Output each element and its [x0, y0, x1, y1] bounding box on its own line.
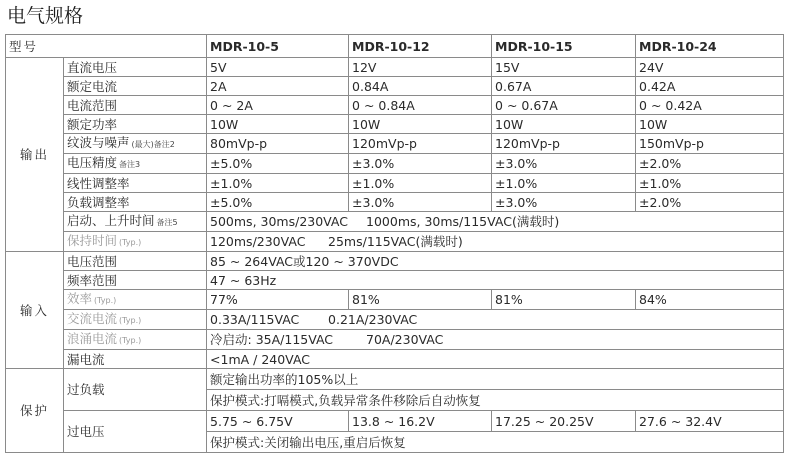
rated-power-row [6, 115, 784, 134]
efficiency-row [6, 290, 784, 310]
load-regulation-row [6, 193, 784, 212]
spec-value-part: 冷启动: 35A/115VAC [210, 332, 334, 347]
param-label: 负载调整率 [64, 193, 207, 212]
spec-value: ±5.0% [207, 154, 349, 174]
param-label: 线性调整率 [64, 174, 207, 193]
spec-value: ±3.0% [349, 193, 492, 212]
spec-value-part: 1000ms, 30ms/115VAC(满载时) [366, 214, 560, 229]
spec-value: 27.6 ~ 32.4V [636, 411, 784, 432]
spec-value: ±1.0% [636, 174, 784, 193]
spec-value [207, 212, 784, 232]
spec-table [5, 34, 784, 453]
param-note: (最大)备注2 [131, 140, 175, 149]
setup-rise-row [6, 212, 784, 232]
spec-value: 10W [349, 115, 492, 134]
spec-value-part: 25ms/115VAC(满载时) [328, 234, 463, 249]
param-label: 电流范围 [64, 96, 207, 115]
param-note: (Typ.) [119, 316, 142, 325]
spec-value: 0 ~ 0.67A [492, 96, 636, 115]
spec-value: 13.8 ~ 16.2V [349, 411, 492, 432]
param-label [64, 212, 207, 232]
param-label: 额定电流 [64, 77, 207, 96]
spec-value: ±3.0% [492, 193, 636, 212]
spec-value: 77% [207, 290, 349, 310]
input-section-label: 输入 [6, 252, 64, 369]
spec-value: ±1.0% [207, 174, 349, 193]
spec-value: <1mA / 240VAC [207, 350, 784, 369]
spec-value: ±3.0% [492, 154, 636, 174]
model-name: MDR-10-12 [349, 35, 492, 58]
spec-value-part: 120ms/230VAC [210, 234, 306, 249]
hold-up-row [6, 232, 784, 252]
spec-value: 120mVp-p [349, 134, 492, 154]
param-label-text: 效率 [67, 291, 93, 306]
param-note: (Typ.) [119, 238, 142, 247]
spec-value: 额定输出功率的105%以上 [207, 369, 784, 390]
page-title: 电气规格 [7, 5, 84, 27]
spec-value: 12V [349, 58, 492, 77]
param-note: 备注3 [119, 160, 141, 169]
spec-value [207, 330, 784, 350]
spec-value: ±2.0% [636, 193, 784, 212]
param-label [64, 330, 207, 350]
spec-value: 47 ~ 63Hz [207, 271, 784, 290]
param-label-text: 交流电流 [67, 311, 118, 326]
param-label-text: 电压精度 [67, 155, 118, 170]
rated-current-row [6, 77, 784, 96]
spec-value: 150mVp-p [636, 134, 784, 154]
param-label: 频率范围 [64, 271, 207, 290]
param-label-text: 启动、上升时间 [67, 213, 155, 228]
model-name: MDR-10-15 [492, 35, 636, 58]
spec-value: 0.42A [636, 77, 784, 96]
leakage-current-row [6, 350, 784, 369]
param-label: 额定功率 [64, 115, 207, 134]
output-section-label: 输出 [6, 58, 64, 252]
inrush-current-row [6, 330, 784, 350]
param-label [64, 310, 207, 330]
spec-value: 80mVp-p [207, 134, 349, 154]
param-note: 备注5 [156, 218, 178, 227]
current-range-row [6, 96, 784, 115]
frequency-range-row [6, 271, 784, 290]
param-label-text: 保持时间 [67, 233, 118, 248]
param-label: 漏电流 [64, 350, 207, 369]
spec-value-part: 500ms, 30ms/230VAC [210, 214, 348, 229]
spec-value: 15V [492, 58, 636, 77]
param-label-text: 纹波与噪声 [67, 135, 130, 150]
overvoltage-row [6, 411, 784, 432]
spec-value [207, 232, 784, 252]
param-label [64, 232, 207, 252]
spec-value [207, 310, 784, 330]
spec-value: 17.25 ~ 20.25V [492, 411, 636, 432]
protection-section-label: 保护 [6, 369, 64, 453]
input-voltage-range-row [6, 252, 784, 271]
param-label: 过负载 [64, 369, 207, 411]
spec-value: 10W [636, 115, 784, 134]
param-label [64, 154, 207, 174]
spec-value: 84% [636, 290, 784, 310]
spec-value: ±1.0% [492, 174, 636, 193]
spec-value: 0 ~ 2A [207, 96, 349, 115]
spec-value: 10W [492, 115, 636, 134]
param-label [64, 290, 207, 310]
dc-voltage-row [6, 58, 784, 77]
voltage-tolerance-row [6, 154, 784, 174]
spec-value: 2A [207, 77, 349, 96]
model-header-row [6, 35, 784, 58]
param-label: 直流电压 [64, 58, 207, 77]
spec-value: 24V [636, 58, 784, 77]
spec-value-part: 0.33A/115VAC [210, 312, 300, 327]
spec-value: ±2.0% [636, 154, 784, 174]
spec-value: 0 ~ 0.84A [349, 96, 492, 115]
spec-value: ±1.0% [349, 174, 492, 193]
ac-current-row [6, 310, 784, 330]
model-name: MDR-10-5 [207, 35, 349, 58]
model-name: MDR-10-24 [636, 35, 784, 58]
param-label: 电压范围 [64, 252, 207, 271]
spec-value: ±5.0% [207, 193, 349, 212]
spec-value: 保护模式:关闭输出电压,重启后恢复 [207, 432, 784, 453]
param-label [64, 134, 207, 154]
overload-row [6, 369, 784, 390]
spec-value: 120mVp-p [492, 134, 636, 154]
spec-value: ±3.0% [349, 154, 492, 174]
param-label: 过电压 [64, 411, 207, 453]
model-label: 型号 [6, 35, 207, 58]
line-regulation-row [6, 174, 784, 193]
spec-value-part: 70A/230VAC [366, 332, 444, 347]
spec-value: 81% [492, 290, 636, 310]
param-note: (Typ.) [119, 336, 142, 345]
param-note: (Typ.) [94, 296, 117, 305]
spec-value: 5.75 ~ 6.75V [207, 411, 349, 432]
spec-value: 85 ~ 264VAC或120 ~ 370VDC [207, 252, 784, 271]
spec-value: 保护模式:打嗝模式,负载异常条件移除后自动恢复 [207, 390, 784, 411]
spec-value: 0.84A [349, 77, 492, 96]
spec-value-part: 0.21A/230VAC [328, 312, 418, 327]
spec-value: 81% [349, 290, 492, 310]
spec-value: 10W [207, 115, 349, 134]
spec-value: 0.67A [492, 77, 636, 96]
spec-value: 5V [207, 58, 349, 77]
param-label-text: 浪涌电流 [67, 331, 118, 346]
ripple-noise-row [6, 134, 784, 154]
spec-value: 0 ~ 0.42A [636, 96, 784, 115]
